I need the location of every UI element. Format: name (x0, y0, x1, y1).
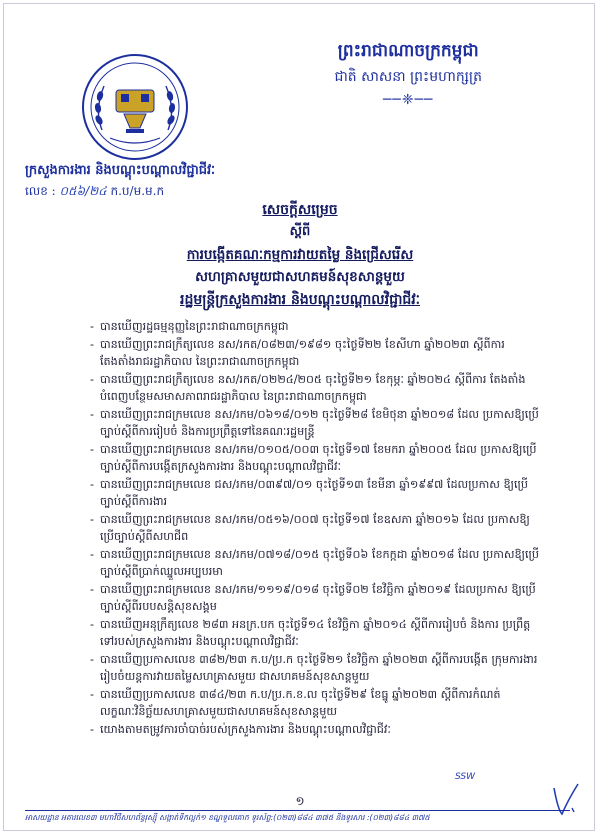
list-item: - បានឃើញប្រកាសលេខ ៣៨៤/២៣ ក.ប/ប្រ.ក.ខ.ល ចុះថ្ងៃទី២៩ ខែធ្នូ ឆ្នាំ២០២៣ ស្តីពីការកំណត់ លក្ខណៈវិនិច្ឆ័យសហគ្រាសមួយជាសហគមន៍សុខសាន្តមួយ (92, 686, 542, 721)
footer-divider (25, 810, 570, 811)
initial-mark: SSW (455, 772, 476, 782)
doc-number-label: លេខ : (25, 184, 56, 198)
list-item: - យោងតាមតម្រូវការចាំបាច់របស់ក្រសួងការងារ និងបណ្តុះបណ្តាលវិជ្ជាជីវៈ (92, 721, 542, 739)
kingdom-header (334, 40, 482, 108)
legal-basis-list (92, 318, 542, 738)
list-item: - បានឃើញរដ្ឋធម្មនុញ្ញនៃព្រះរាជាណាចក្រកម្ពុជា (92, 318, 542, 336)
decision-subject-line-1: ការបង្កើតគណៈកម្មការវាយតម្លៃ និងជ្រើសរើស (186, 247, 414, 263)
ornament-divider: ──❈── (383, 92, 434, 108)
page-number: ១ (295, 794, 305, 808)
list-item: - បានឃើញព្រះរាជក្រមលេខ នស/រកម/០៦១៨/០១២ ចុះថ្ងៃទី២៨ ខែមិថុនា ឆ្នាំ២០១៨ ដែល ប្រកាសឱ្យប្រើច្បាប់ស្តីពីការរៀបចំ និងការប្រព្រឹត្តទៅនៃគណៈរដ្ឋមន្ត្រី (92, 406, 542, 441)
list-item: - បានឃើញព្រះរាជក្រឹត្យលេខ នស/រកត/០៨២៣/១៩៨១ ចុះថ្ងៃទី២២ ខែសីហា ឆ្នាំ២០២៣ ស្តីពីការ តែងតាំងរាជរដ្ឋាភិបាល នៃព្រះរាជាណាចក្រកម្ពុជា (92, 336, 542, 371)
footer-address: អាសយដ្ឋាន អគារលេខ៣ មហាវិថីសហព័ន្ធរុស្ស៊ី សង្កាត់ទឹកល្អក់១ ខណ្ឌទួលគោក ទូរស័ព្ទ:(០២៣)៨៨៤ ៣៧៥ និងទូរសារ :(០២៣)៨៨៤ ៣៧៥ (25, 813, 430, 822)
decision-about: ស្តីពី (289, 224, 311, 239)
ministry-name: ក្រសួងការងារ និងបណ្តុះបណ្តាលវិជ្ជាជីវៈ (25, 163, 216, 178)
decision-subject-line-2: សហគ្រាសមួយជាសហគមន៍សុខសាន្តមួយ (195, 269, 405, 285)
list-item: - បានឃើញព្រះរាជក្រមលេខ នស/រកម/០១០៥/០០៣ ចុះថ្ងៃទី១៧ ខែមករា ឆ្នាំ២០០៥ ដែល ប្រកាសឱ្យប្រើច្បាប់ស្តីពីការបង្កើតក្រសួងការងារ និងបណ្តុះបណ្តាលវិជ្ជាជីវៈ (92, 441, 542, 476)
decision-title: សេចក្តីសម្រេច (262, 202, 338, 218)
ministry-logo (80, 52, 190, 162)
doc-number-handwritten: ០៥៦/២៤ (59, 184, 107, 198)
decision-titles (0, 200, 600, 288)
list-item: - បានឃើញព្រះរាជក្រមលេខ នស/រកម/១១១៩/០១៨ ចុះថ្ងៃទី០២ ខែវិច្ឆិកា ឆ្នាំ២០១៩ ដែលប្រកាស ឱ្យប្រើច្បាប់ស្តីពីរបបសន្តិសុខសង្គម (92, 581, 542, 616)
document-number (25, 183, 164, 201)
national-motto: ជាតិ សាសនា ព្រះមហាក្សត្រ (334, 69, 482, 85)
kingdom-title: ព្រះរាជាណាចក្រកម្ពុជា (337, 41, 479, 61)
doc-number-suffix: ក.ប/ម.ម.ក (110, 184, 165, 198)
list-item: - បានឃើញអនុក្រឹត្យលេខ ២៨៣ អនក្រ.បក ចុះថ្ងៃទី១៤ ខែវិច្ឆិកា ឆ្នាំ២០១៤ ស្តីពីការរៀបចំ និងការ ប្រព្រឹត្តទៅរបស់ក្រសួងការងារ និងបណ្តុះបណ្តាលវិជ្ជាជីវៈ (92, 616, 542, 651)
list-item: - បានឃើញព្រះរាជក្រមលេខ នស/រកម/០៥១៦/០០៧ ចុះថ្ងៃទី១៧ ខែឧសភា ឆ្នាំ២០១៦ ដែល ប្រកាសឱ្យប្រើច្បាប់ស្តីពីសហជីព (92, 511, 542, 546)
minister-heading: រដ្ឋមន្ត្រីក្រសួងការងារ និងបណ្តុះបណ្តាលវិជ្ជាជីវៈ (180, 292, 420, 308)
list-item: - បានឃើញប្រកាសលេខ ៣៨២/២៣ ក.ប/ប្រ.ក ចុះថ្ងៃទី២១ ខែវិច្ឆិកា ឆ្នាំ២០២៣ ស្តីពីការបង្កើត ក្រុមការងាររៀបចំយន្តការវាយតម្លៃសហគ្រាសមួយ ជាសហគមន៍សុខសាន្តមួយ (92, 651, 542, 686)
list-item: - បានឃើញព្រះរាជក្រមលេខ នស/រកម/០៧១៨/០១៥ ចុះថ្ងៃទី០៦ ខែកក្កដា ឆ្នាំ២០១៨ ដែល ប្រកាសឱ្យប្រើច្បាប់ស្តីពីប្រាក់ឈ្នួលអប្បបរមា (92, 546, 542, 581)
list-item: - បានឃើញព្រះរាជក្រឹត្យលេខ នស/រកត/០២២៤/២០៥ ចុះថ្ងៃទី២១ ខែកុម្ភៈ ឆ្នាំ២០២៤ ស្តីពីការ តែងតាំងបំពេញបន្ថែមសមាសភាពរាជរដ្ឋាភិបាល នៃព្រះរាជាណាចក្រកម្ពុជា (92, 371, 542, 406)
list-item: - បានឃើញព្រះរាជក្រមលេខ ជស/រកម/០៣៩៧/០១ ចុះថ្ងៃទី១៣ ខែមីនា ឆ្នាំ១៩៩៧ ដែលប្រកាស ឱ្យប្រើច្បាប់ស្តីពីការងារ (92, 476, 542, 511)
